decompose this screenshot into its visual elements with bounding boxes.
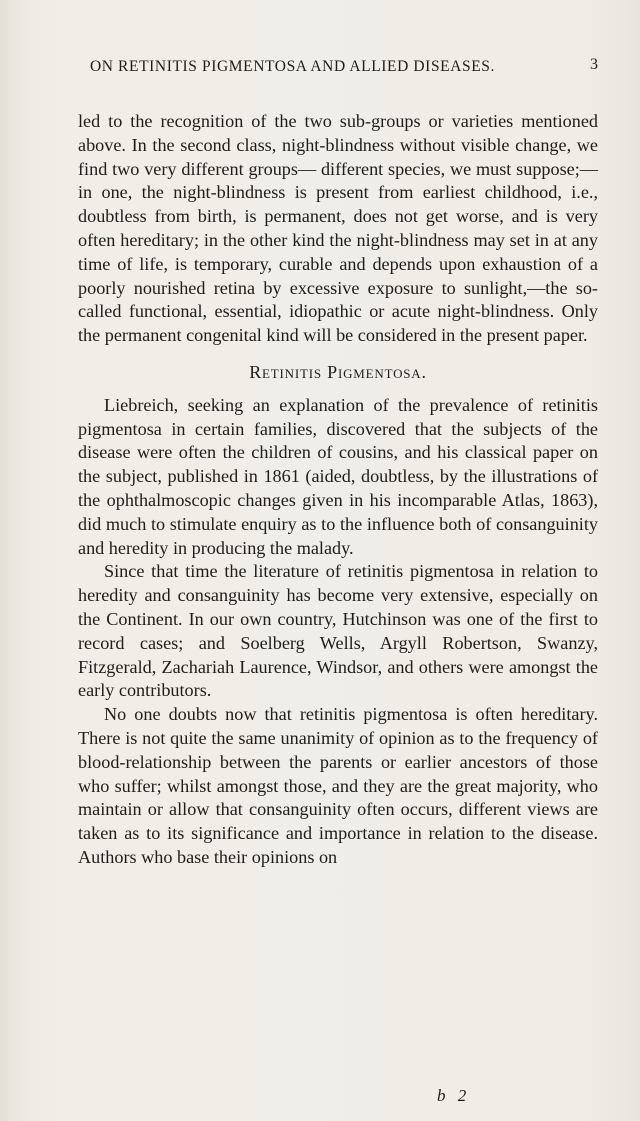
paragraph: Liebreich, seeking an explanation of the prevalence of retinitis pigmentosa in certain families, discovered that the subjects of the disease were often the children of cousins, and his classical paper on the subject, published in 1861 (aided, doubtless, by the illustrations of the ophthalmoscopic changes given in his incomparable Atlas, 1863), did much to stimulate enquiry as to the influence both of consanguinity and heredity in producing the malady.	[78, 394, 598, 558]
signature-mark: b 2	[437, 1086, 471, 1105]
section-heading: Retinitis Pigmentosa.	[249, 361, 427, 382]
paragraph: led to the recognition of the two sub-groups or varieties mentioned above. In the second class, night-blindness without visible change, we find two very different groups— different species, we must suppose;—in one, the night-blindness is present from earliest childhood, i.e., doubtless from birth, is permanent, does not get worse, and is very often hereditary; in the other kind the night-blindness may set in at any time of life, is temporary, curable and depends upon exhaustion of a poorly nourished retina by excessive exposure to sunlight,—the so-called functional, essential, idiopathic or acute night-blindness. Only the permanent congenital kind will be considered in the present paper.	[78, 111, 598, 346]
page-number: 3	[590, 56, 598, 73]
body-text	[78, 110, 598, 870]
running-head: ON RETINITIS PIGMENTOSA AND ALLIED DISEASES.	[90, 58, 496, 75]
paragraph: No one doubts now that retinitis pigmentosa is often hereditary. There is not quite the same unanimity of opinion as to the frequency of blood-relationship between the parents or earlier ancestors of those who suffer; whilst amongst those, and they are the great majority, who maintain or allow that consanguinity often occurs, different views are taken as to its significance and importance in relation to the disease. Authors who base their opinions on	[78, 704, 598, 867]
paragraph: Since that time the literature of retinitis pigmentosa in relation to heredity and consanguinity has become very extensive, especially on the Continent. In our own country, Hutchinson was one of the first to record cases; and Soelberg Wells, Argyll Robertson, Swanzy, Fitzgerald, Zachariah Laurence, Windsor, and others were amongst the early contributors.	[78, 561, 598, 701]
